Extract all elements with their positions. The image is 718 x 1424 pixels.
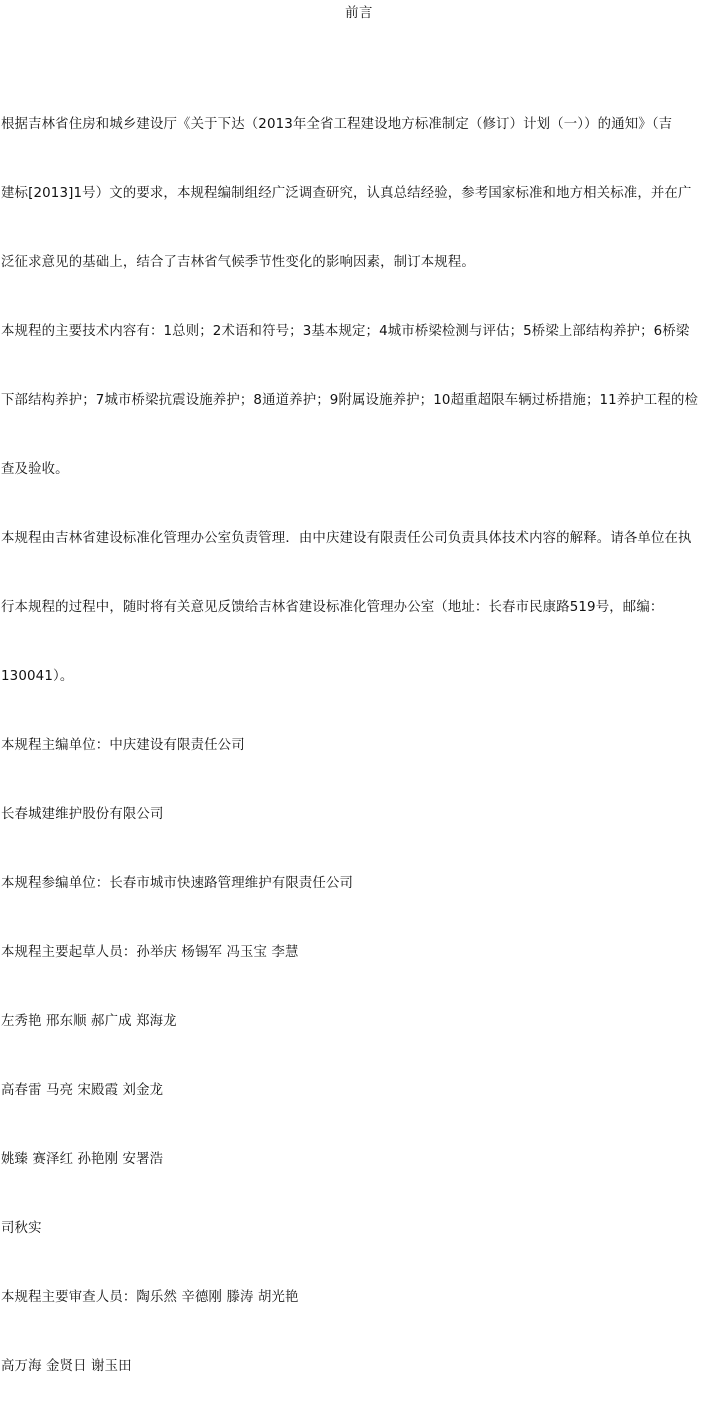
page-title: 前言 [345, 6, 373, 21]
body-line: 下部结构养护；7城市桥梁抗震设施养护；8通道养护；9附属设施养护；10超重超限车辆过桥措施；11养护工程的检 [1, 393, 699, 408]
body-line: 建标[2013]1号）文的要求，本规程编制组经广泛调查研究，认真总结经验，参考国家标准和地方相关标准，并在广 [1, 186, 692, 201]
document-body [1, 67, 715, 1424]
body-line: 左秀艳 邢东顺 郝广成 郑海龙 [1, 1014, 177, 1029]
body-line: 本规程由吉林省建设标准化管理办公室负责管理．由中庆建设有限责任公司负责具体技术内容的解释。请各单位在执 [1, 531, 692, 546]
body-line: 司秋实 [1, 1221, 42, 1236]
body-line: 根据吉林省住房和城乡建设厅《关于下达（2013年全省工程建设地方标准制定（修订）计划（一））的通知》（吉 [1, 117, 673, 132]
body-line: 本规程主编单位：中庆建设有限责任公司 [1, 738, 245, 753]
body-line: 本规程主要审查人员：陶乐然 辛德刚 滕涛 胡光艳 [1, 1290, 299, 1305]
body-line: 130041）。 [1, 669, 74, 684]
body-line: 长春城建维护股份有限公司 [1, 807, 164, 822]
body-line: 姚臻 赛泽红 孙艳刚 安署浩 [1, 1152, 164, 1167]
body-line: 查及验收。 [1, 462, 69, 477]
body-line: 高春雷 马亮 宋殿霞 刘金龙 [1, 1083, 164, 1098]
body-line: 本规程的主要技术内容有：1总则；2术语和符号；3基本规定；4城市桥梁检测与评估；5桥梁上部结构养护；6桥梁 [1, 324, 690, 339]
body-line: 泛征求意见的基础上，结合了吉林省气候季节性变化的影响因素，制订本规程。 [1, 255, 475, 270]
body-line: 行本规程的过程中，随时将有关意见反馈给吉林省建设标准化管理办公室（地址：长春市民康路519号，邮编： [1, 600, 664, 615]
body-line: 本规程主要起草人员：孙举庆 杨锡军 冯玉宝 李慧 [1, 945, 299, 960]
body-line: 高万海 金贤日 谢玉田 [1, 1359, 132, 1374]
body-line: 本规程参编单位：长春市城市快速路管理维护有限责任公司 [1, 876, 354, 891]
